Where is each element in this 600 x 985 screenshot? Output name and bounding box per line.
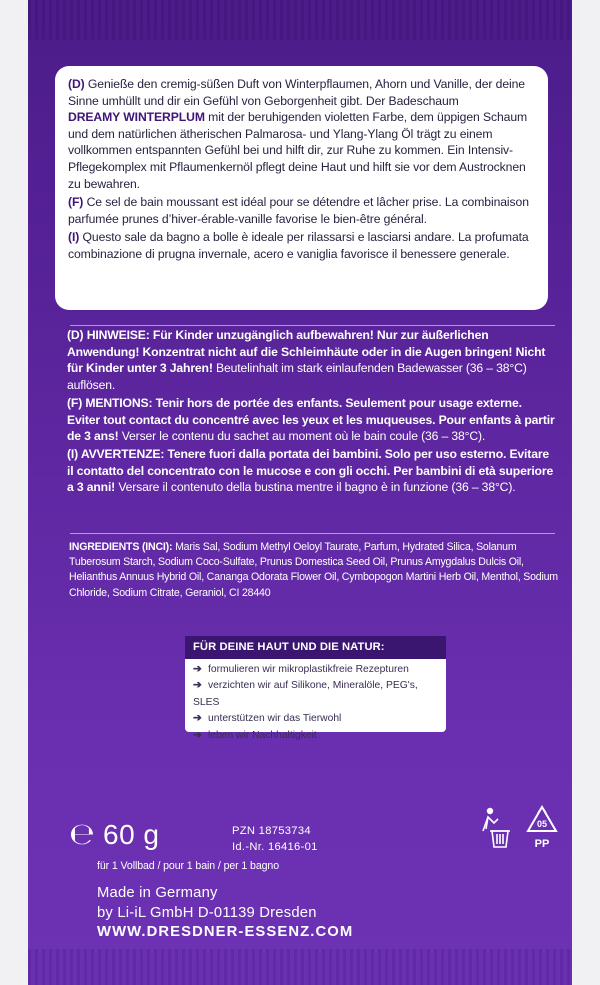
- warning-de: [67, 327, 557, 394]
- lang-prefix-de: (D): [68, 77, 85, 91]
- ingredients-list: Maris Sal, Sodium Methyl Oeloyl Taurate, Parfum, Hydrated Silica, Solanum Tuberosum Starch, Sodium Coco-Sulfate, Prunus Domestica Seed Oil, Prunus Amygdalus Dulcis Oil, Helianthus Annuus Hybrid Oil, Cananga Odorata Flower Oil, Cymbopogon Martini Herb Oil, Menthol, Sodium Chloride, Sodium Citrate, Geraniol, CI 28440: [69, 541, 558, 599]
- per-bath-note: für 1 Vollbad / pour 1 bain / per 1 bagno: [97, 860, 280, 872]
- estimated-sign-icon: ℮: [69, 817, 95, 852]
- id-number: Id.-Nr. 16416-01: [232, 841, 318, 853]
- icons-svg: [476, 803, 576, 859]
- warning-it-bold: (I) AVVERTENZE: Tenere fuori dalla portata dei bambini. Solo per uso esterno. Evitare il contatto del concentrato con le mucose e con gli occhi. Per bambini di età superiore a 3 anni!: [67, 446, 554, 495]
- lang-prefix-it: (I): [68, 230, 80, 245]
- ingredients-label: INGREDIENTS (INCI):: [69, 541, 173, 553]
- list-item: [193, 728, 446, 744]
- disposal-icons: [476, 803, 576, 859]
- nature-item-text: leben wir Nachhaltigkeit: [208, 729, 317, 741]
- nature-commitment-box: [185, 636, 446, 741]
- made-in: Made in Germany: [97, 885, 218, 901]
- arrow-right-icon: ➔: [193, 713, 202, 725]
- recycle-material: PP: [534, 838, 550, 850]
- product-name: DREAMY WINTERPLUM: [68, 110, 205, 125]
- description-it: [68, 229, 534, 262]
- arrow-right-icon: ➔: [193, 729, 202, 741]
- product-codes: [232, 823, 318, 855]
- warning-de-bold: (D) HINWEISE: Für Kinder unzugänglich aufbewahren! Nur zur äußerlichen Anwendung! Konzentrat nicht auf die Schleimhäute oder in die Augen bringen! Nicht für Kinder unter 3 Jahren!: [67, 328, 546, 376]
- description-de-text-1: Genieße den cremig-süßen Duft von Winterpflaumen, Ahorn und Vanille, der deine Sinne umhüllt und dir ein Gefühl von Geborgenheit gibt. Der Badeschaum: [68, 77, 525, 108]
- nature-item-text: formulieren wir mikroplastikfreie Rezepturen: [208, 664, 409, 675]
- warning-fr-bold: (F) MENTIONS: Tenir hors de portée des enfants. Seulement pour usage externe. Eviter tout contact du concentré avec les yeux et les muqueuses. Pour enfants à partir de 3 ans!: [67, 395, 555, 444]
- nature-item-text: verzichten wir auf Silikone, Mineralöle, PEG's, SLES: [193, 680, 418, 708]
- manufacturer-info: [97, 884, 353, 943]
- weight-value: 60 g: [103, 819, 160, 850]
- description-fr-text: Ce sel de bain moussant est idéal pour se détendre et lâcher prise. La combinaison parfumée prunes d’hiver-érable-vanille favorise le bien-être général.: [68, 195, 529, 226]
- list-item: [193, 711, 446, 727]
- description-de: [68, 76, 534, 192]
- warning-it: [67, 446, 557, 496]
- list-item: [193, 662, 446, 678]
- pzn-code: PZN 18753734: [232, 825, 311, 837]
- website-url: WWW.DRESDNER-ESSENZ.COM: [97, 924, 354, 940]
- list-item: [193, 678, 446, 711]
- divider: [70, 325, 555, 326]
- warning-fr: [67, 395, 557, 445]
- warnings-section: [67, 327, 557, 497]
- nature-list: [185, 659, 446, 744]
- tidyman-bin-icon: [483, 808, 510, 847]
- nature-heading: FÜR DEINE HAUT UND DIE NATUR:: [185, 636, 446, 659]
- sachet: [28, 0, 572, 985]
- lang-prefix-fr: (F): [68, 195, 84, 210]
- description-fr: [68, 194, 534, 227]
- nature-item-text: unterstützen wir das Tierwohl: [208, 713, 342, 725]
- product-description-panel: [55, 66, 548, 310]
- arrow-right-icon: ➔: [193, 680, 202, 692]
- divider: [70, 533, 555, 534]
- arrow-right-icon: ➔: [193, 664, 202, 675]
- description-de-text-2: mit der beruhigenden violetten Farbe, dem üppigen Schaum und dem natürlichen ätherischen Palmarosa- und Ylang-Ylang Öl trägt zu einem vollkommen entspannten Gefühl bei und hilft dir, zur Ruhe zu kommen. Ein Intensiv-Pflegekomplex mit Pflaumenkernöl pflegt deine Haut und hilft sie vor dem Austrocknen zu bewahren.: [68, 110, 528, 191]
- description-it-text: Questo sale da bagno a bolle è ideale per rilassarsi e lasciarsi andare. La profumata combinazione di prugna invernale, acero e vaniglia favorisce il benessere generale.: [68, 230, 529, 261]
- warning-fr-text: Verser le contenu du sachet au moment où le bain coule (36 – 38°C).: [121, 429, 486, 444]
- company-address: by Li-iL GmbH D-01139 Dresden: [97, 904, 317, 921]
- recycle-code: 05: [536, 819, 548, 829]
- ingredients-section: [69, 540, 559, 601]
- recycle-pp-icon: [528, 807, 556, 850]
- warning-it-text: Versare il contenuto della bustina mentre il bagno è in funzione (36 – 38°C).: [118, 480, 516, 495]
- warning-de-text: Beutelinhalt im stark einlaufenden Badewasser (36 – 38°C) auflösen.: [67, 361, 527, 393]
